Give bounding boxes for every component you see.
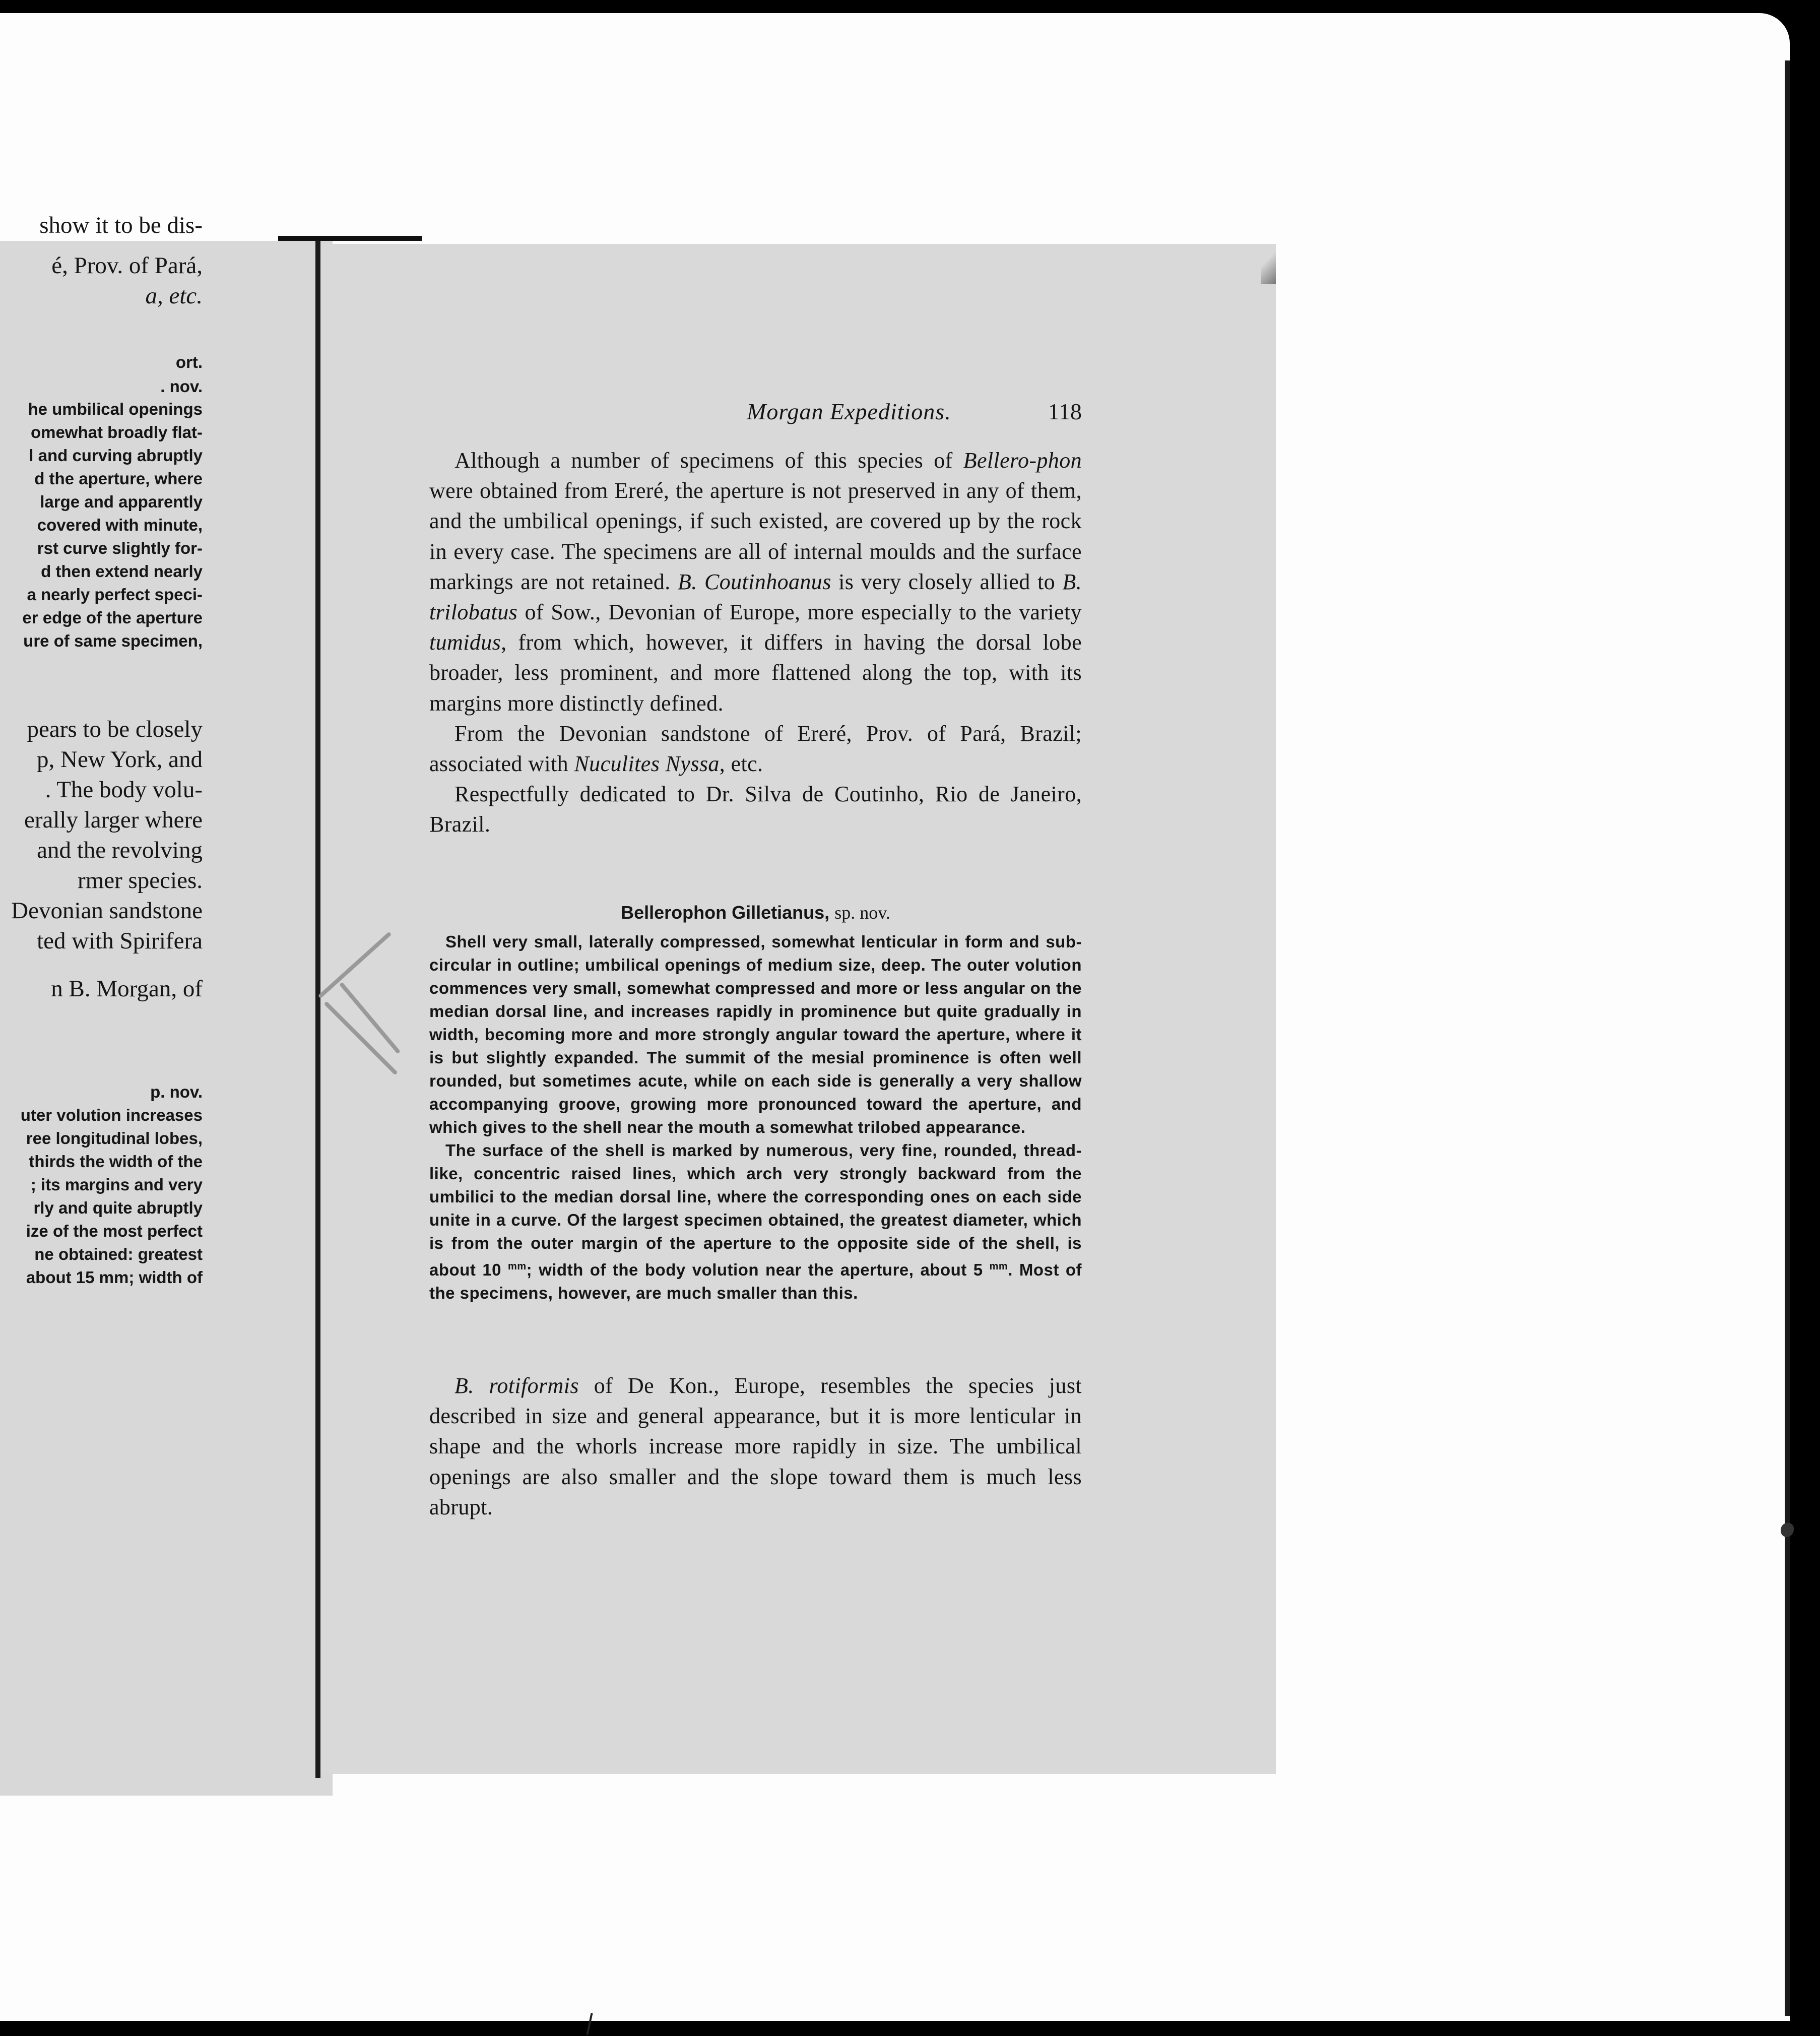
description-text-1: Shell very small, laterally compressed, somewhat lenticular in form and sub-circular in outline; umbilical openings of medium size, deep. The outer volution commences very small, somewhat compressed and more or less angular on the median dorsal line, and increases rapidly in prominence but quite gradually in width, becoming more and more strongly angular toward the aperture, where it is but slightly expanded. The summit of the mesial prominence is often well rounded, but sometimes acute, while on each side is generally a very shallow accompanying groove, growing more pronounced toward the aperture, and which gives to the shell near the mouth a somewhat trilobed appearance. <box>429 932 1082 1136</box>
left-page-line: p. nov. <box>150 1083 203 1101</box>
left-page-line: a nearly perfect speci- <box>27 585 203 604</box>
left-page-line: rst curve slightly for- <box>37 539 203 557</box>
left-page-line: rmer species. <box>78 867 203 894</box>
paragraph-4: B. rotiformis of De Kon., Europe, resembles the species just described in size and general appearance, but it is more lenticular in shape and the whorls increase more rapidly in size. The umbilical openings are also smaller and the slope toward them is much less abrupt. <box>429 1373 1082 1519</box>
binding-top-edge <box>278 236 422 241</box>
board-edge <box>1785 60 1790 2016</box>
left-page-line: ; its margins and very <box>30 1175 203 1194</box>
paragraph-3 <box>429 779 1082 840</box>
left-page-line: large and apparently <box>40 492 203 511</box>
book-spine <box>315 241 320 1778</box>
left-page-line: d the aperture, where <box>34 469 203 488</box>
species-suffix: sp. nov. <box>834 903 890 923</box>
species-description <box>429 930 1082 1305</box>
left-page-line: ne obtained: greatest <box>34 1245 203 1263</box>
left-page-line: ree longitudinal lobes, <box>26 1129 203 1148</box>
left-page-line: erally larger where <box>24 807 203 833</box>
running-title: Morgan Expeditions. <box>747 399 951 424</box>
left-page-line: . The body volu- <box>45 777 203 803</box>
dedication-text: Respectfully dedicated to Dr. Silva de Coutinho, Rio de Janeiro, Brazil. <box>429 782 1082 837</box>
left-page-line: uter volution increases <box>20 1106 203 1124</box>
left-page-line: ted with Spirifera <box>37 928 203 954</box>
left-page-line: ort. <box>175 353 203 371</box>
left-page-line: pears to be closely <box>27 716 203 742</box>
left-page-line: covered with minute, <box>37 516 203 534</box>
left-page-line: n B. Morgan, of <box>51 976 203 1002</box>
left-page-line: he umbilical openings <box>28 400 203 418</box>
left-page-line: ure of same specimen, <box>23 631 203 650</box>
description-paragraph-2: The surface of the shell is marked by numerous, very fine, rounded, thread-like, concentric raised lines, which arch very strongly backward from the umbilici to the median dorsal line, where the corresponding ones on each side unite in a curve. Of the largest specimen obtained, the greatest diameter, which is from the outer margin of the aperture to the opposite side of the shell, is about 10 $^{mm}$; width of the body volution near the aperture, about 5 $^{mm}$. Most of the specimens, however, are much smaller than this. <box>429 1141 1082 1302</box>
left-page-line: p, New York, and <box>37 746 203 773</box>
description-paragraph-1 <box>429 930 1082 1139</box>
left-facing-page <box>0 212 333 1796</box>
left-page-line: . nov. <box>160 377 203 396</box>
paragraph-2: From the Devonian sandstone of Ereré, Prov. of Pará, Brazil; associated with Nuculites Nyssa, etc. <box>429 721 1082 777</box>
left-page-line: er edge of the aperture <box>22 608 203 627</box>
left-page-line: rly and quite abruptly <box>33 1198 203 1217</box>
left-page-line: and the revolving <box>37 837 203 863</box>
left-page-line: ize of the most perfect <box>26 1222 203 1240</box>
page-header <box>429 398 1082 428</box>
right-page <box>320 244 1276 1774</box>
left-page-line: é, Prov. of Pará, <box>51 252 203 279</box>
left-page-line: thirds the width of the <box>29 1152 203 1171</box>
left-page-line: a, etc. <box>145 283 203 309</box>
left-page-line: show it to be dis- <box>39 212 203 238</box>
left-page-line: Devonian sandstone <box>11 898 203 924</box>
left-page-line: l and curving abruptly <box>29 446 203 465</box>
page-number: 118 <box>1048 399 1082 424</box>
ink-blot <box>1781 1523 1794 1537</box>
species-heading <box>429 902 1082 923</box>
page-corner-shadow <box>1261 244 1276 284</box>
species-name: Bellerophon Gilletianus, <box>621 902 830 923</box>
left-page-line: omewhat broadly flat- <box>30 423 203 441</box>
left-page-line: d then extend nearly <box>41 562 203 581</box>
comparison-block <box>429 1371 1082 1522</box>
paragraph-1: Although a number of specimens of this species of Bellero-phon were obtained from Ereré, the aperture is not preserved in any of them, and the umbilical openings, if such existed, are covered up by the rock in every case. The specimens are all of internal moulds and the surface markings are not retained. B. Coutinhoanus is very closely allied to B. trilobatus of Sow., Devonian of Europe, more especially to the variety tumidus, from which, however, it differs in having the dorsal lobe broader, less prominent, and more flattened along the top, with its margins more distinctly defined. <box>429 448 1082 716</box>
main-text-block <box>429 446 1082 840</box>
left-page-line: about 15 mm; width of <box>26 1268 203 1287</box>
